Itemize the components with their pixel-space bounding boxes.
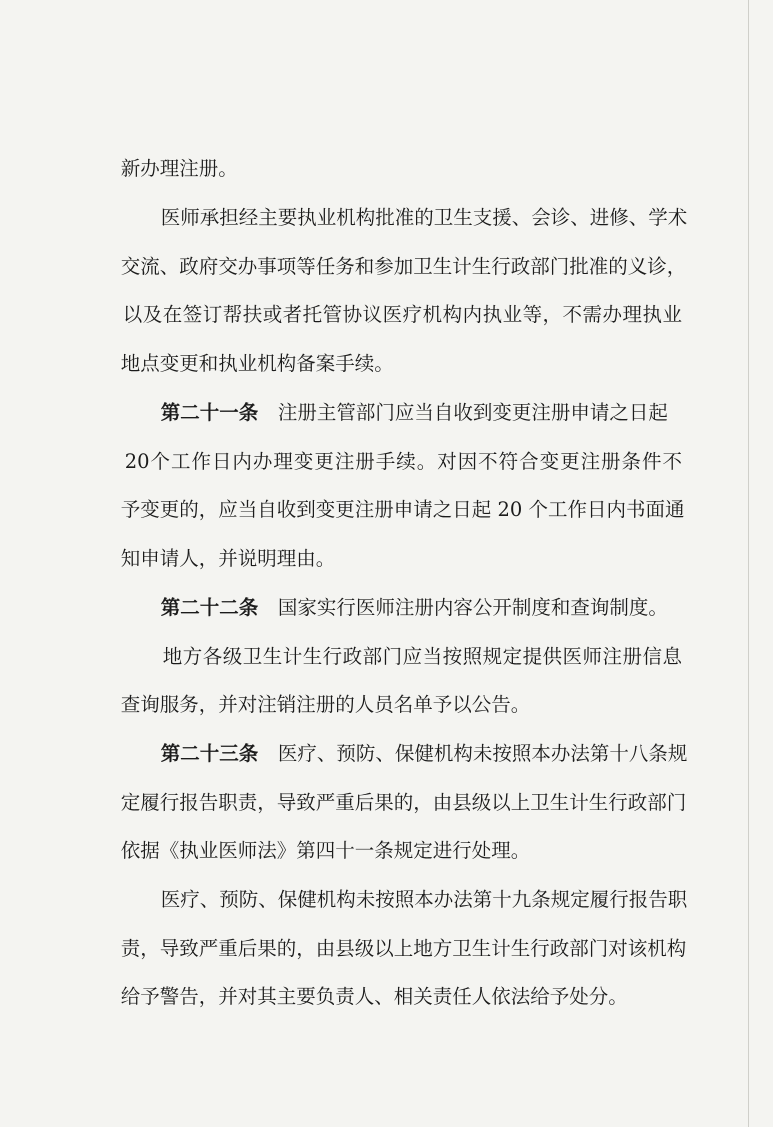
line-text: 医师承担经主要执业机构批准的卫生支援、会诊、进修、学术	[160, 206, 688, 229]
article-line	[136, 368, 682, 424]
text-line	[136, 173, 688, 229]
text-line	[96, 417, 682, 473]
line-text: 20个工作日内办理变更注册手续。对因不符合变更注册条件不	[124, 450, 682, 473]
line-text: 知申请人，并说明理由。	[120, 547, 336, 570]
text-line	[136, 612, 682, 668]
line-text: 地点变更和执业机构备案手续。	[120, 352, 394, 375]
article-number: 第二十一条	[160, 401, 259, 424]
article-number: 第二十三条	[160, 742, 259, 765]
text-line	[96, 904, 687, 960]
text-line	[96, 758, 687, 814]
line-text: 责，导致严重后果的，由县级以上地方卫生计生行政部门对该机构	[120, 937, 687, 960]
line-text: 查询服务，并对注销注册的人员名单予以公告。	[120, 693, 531, 716]
line-text: 地方各级卫生计生行政部门应当按照规定提供医师注册信息	[162, 645, 682, 668]
line-text: 以及在签订帮扶或者托管协议医疗机构内执业等，不需办理执业	[122, 303, 682, 326]
text-line	[96, 270, 682, 326]
line-text: 注册主管部门应当自收到变更注册申请之日起	[277, 401, 668, 424]
line-text: 国家实行医师注册内容公开制度和查询制度。	[277, 596, 668, 619]
text-line	[96, 514, 682, 570]
line-text: 医疗、预防、保健机构未按照本办法第十九条规定履行报告职	[160, 888, 688, 911]
text-line	[96, 952, 682, 1008]
text-line	[96, 124, 696, 180]
line-text: 给予警告，并对其主要负责人、相关责任人依法给予处分。	[120, 985, 628, 1008]
line-text: 新办理注册。	[120, 157, 238, 180]
text-line	[96, 660, 682, 716]
line-text: 依据《执业医师法》第四十一条规定进行处理。	[120, 839, 531, 862]
page-edge-divider	[748, 0, 749, 1127]
text-line	[96, 465, 685, 521]
line-text: 医疗、预防、保健机构未按照本办法第十八条规	[277, 742, 688, 765]
text-line	[96, 806, 682, 862]
line-text: 予变更的，应当自收到变更注册申请之日起 20 个工作日内书面通	[120, 498, 685, 521]
line-text: 交流、政府交办事项等任务和参加卫生计生行政部门批准的义诊，	[120, 255, 687, 278]
text-line	[136, 855, 688, 911]
article-line	[136, 709, 688, 765]
text-line	[96, 319, 682, 375]
article-number: 第二十二条	[160, 596, 259, 619]
line-text: 定履行报告职责，导致严重后果的，由县级以上卫生计生行政部门	[120, 791, 687, 814]
text-line	[96, 222, 687, 278]
article-line	[136, 563, 682, 619]
